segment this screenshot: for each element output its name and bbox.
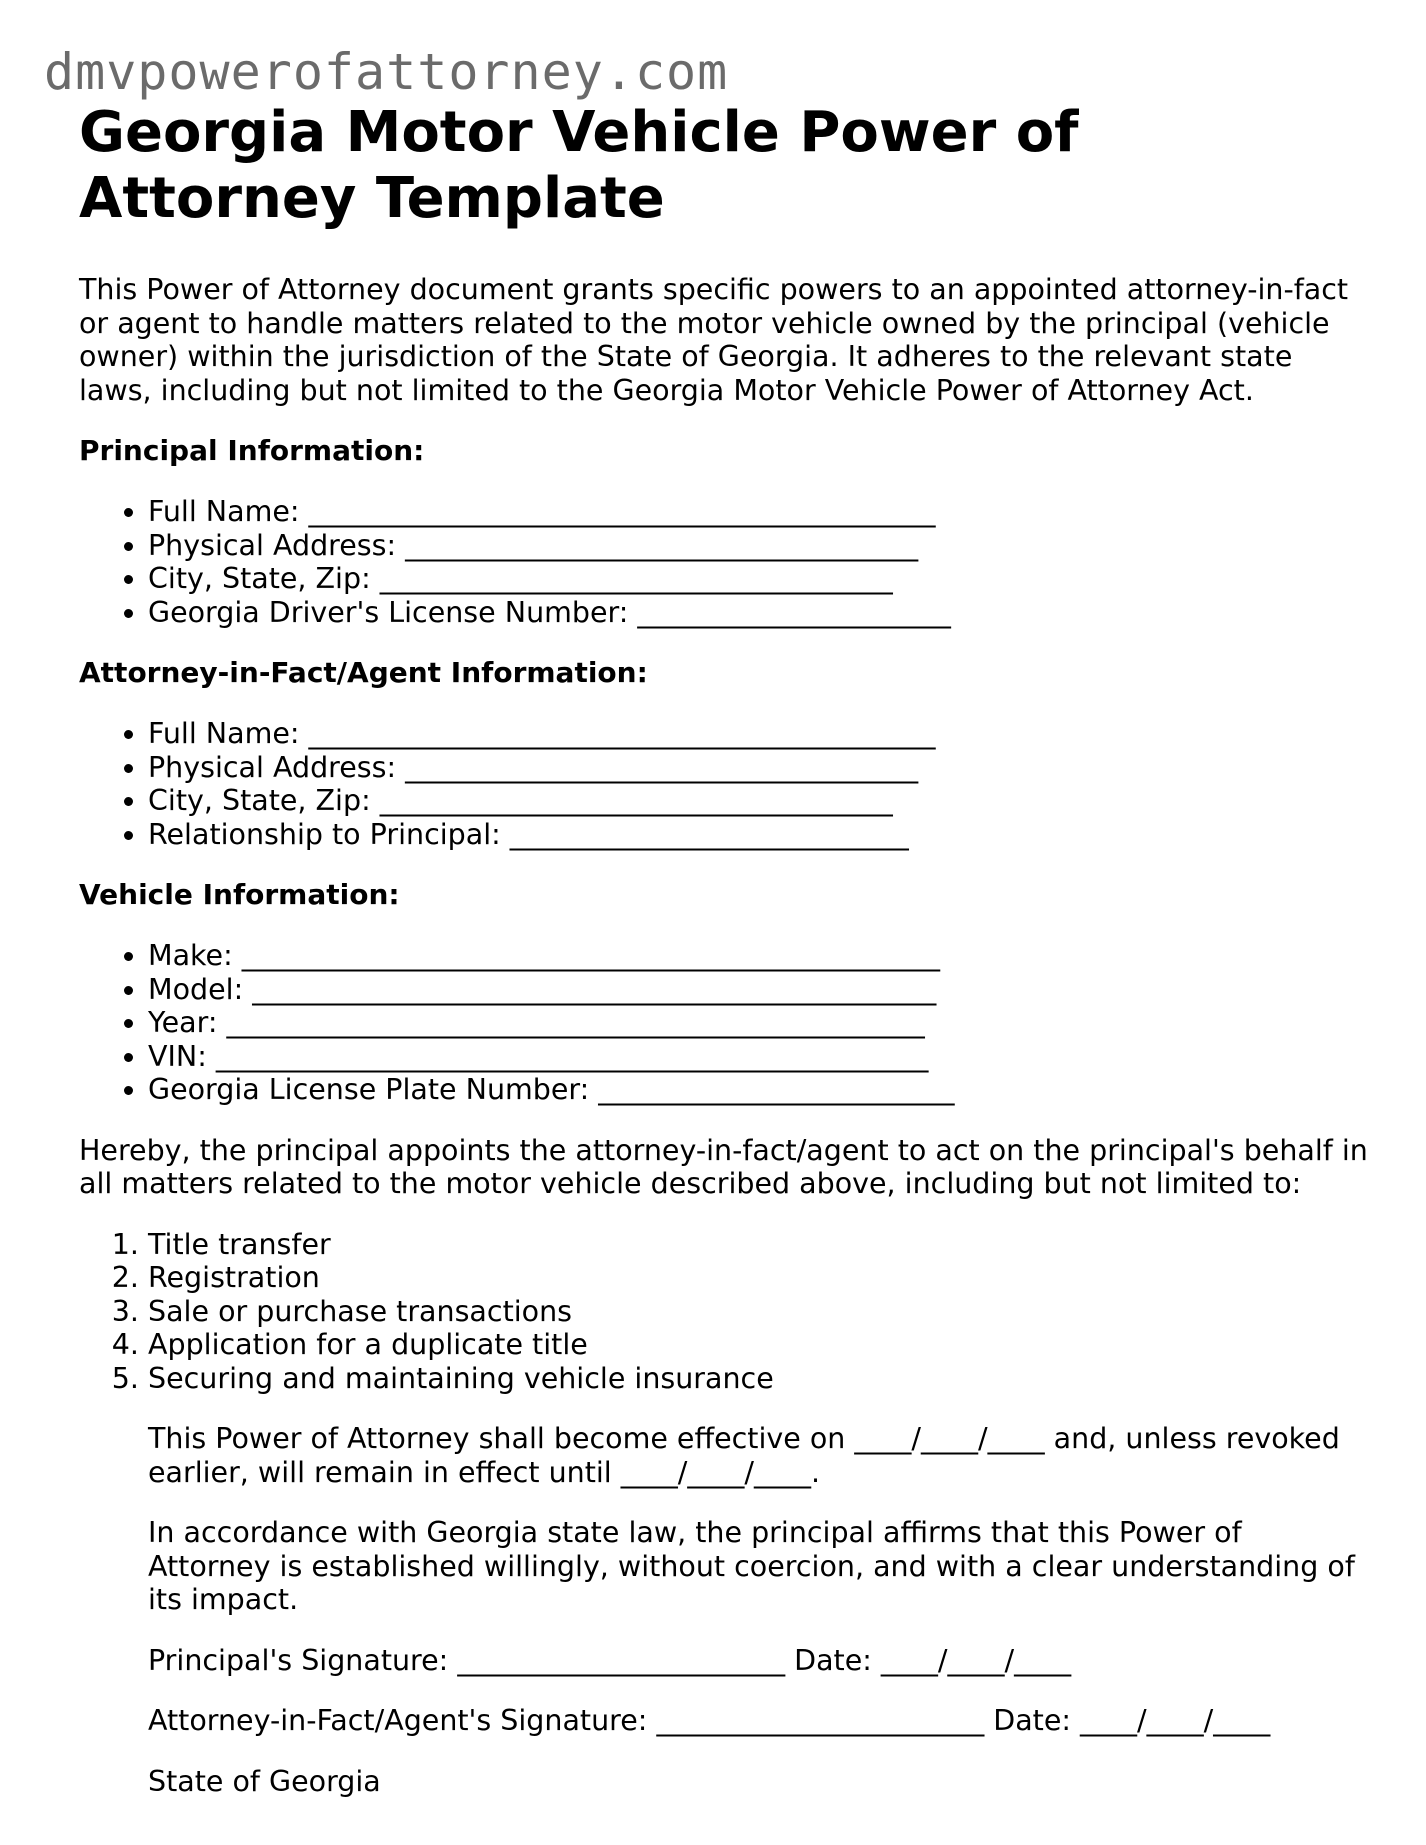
appointment-paragraph: Hereby, the principal appoints the attorney-in-fact/agent to act on the principal's behalf in all matters related to the motor vehicle described above, including but not limited to:: [79, 1133, 1368, 1200]
agent-full-name-field: • Full Name: ____________________________________________: [148, 717, 1369, 751]
agent-relationship-field: • Relationship to Principal: ____________________________: [148, 818, 1369, 852]
principal-license-field: • Georgia Driver's License Number: ______________________: [148, 596, 1369, 630]
power-item: 4. Application for a duplicate title: [148, 1328, 1369, 1362]
vehicle-field-list: [79, 939, 1369, 1107]
vehicle-vin-field: • VIN: __________________________________________________: [148, 1040, 1369, 1074]
state-line: State of Georgia: [148, 1764, 381, 1798]
affirmation-paragraph: In accordance with Georgia state law, the principal affirms that this Power of Attorney is established willingly, without coercion, and with a clear understanding of its impact.: [148, 1516, 1355, 1616]
agent-city-state-zip-field: • City, State, Zip: ____________________________________: [148, 784, 1369, 818]
power-item: 3. Sale or purchase transactions: [148, 1295, 1369, 1329]
principal-city-state-zip-field: • City, State, Zip: ____________________________________: [148, 562, 1369, 596]
intro-paragraph: This Power of Attorney document grants specific powers to an appointed attorney-in-fact or agent to handle matters related to the motor vehicle owned by the principal (vehicle owner) within the jurisdiction of the State of Georgia. It adheres to the relevant state laws, including but not limited to the Georgia Motor Vehicle Power of Attorney Act.: [79, 273, 1349, 407]
agent-signature-line: Attorney-in-Fact/Agent's Signature: _______________________ Date: ____/____/____: [148, 1704, 1271, 1737]
powers-list: [79, 1228, 1369, 1396]
principal-heading: Principal Information:: [79, 434, 425, 467]
power-item: 5. Securing and maintaining vehicle insurance: [148, 1362, 1369, 1396]
site-watermark: dmvpowerofattorney.com: [44, 43, 729, 101]
document-title: Georgia Motor Vehicle Power of Attorney Template: [79, 100, 1079, 231]
power-item: 2. Registration: [148, 1261, 1369, 1295]
agent-address-field: • Physical Address: ____________________________________: [148, 751, 1369, 785]
principal-address-field: • Physical Address: ____________________________________: [148, 529, 1369, 563]
vehicle-year-field: • Year: _________________________________________________: [148, 1006, 1369, 1040]
vehicle-make-field: • Make: _________________________________________________: [148, 939, 1369, 973]
agent-field-list: [79, 717, 1369, 851]
principal-field-list: [79, 495, 1369, 629]
principal-signature-line: Principal's Signature: _______________________ Date: ____/____/____: [148, 1643, 1072, 1677]
closing-section: [79, 1422, 1369, 1798]
document-body: [79, 100, 1369, 1825]
vehicle-heading: Vehicle Information:: [79, 878, 400, 911]
principal-full-name-field: • Full Name: ____________________________________________: [148, 495, 1369, 529]
effective-dates-paragraph: This Power of Attorney shall become effective on ____/____/____ and, unless revoked earlier, will remain in effect until ____/____/____.: [148, 1422, 1340, 1489]
vehicle-plate-field: • Georgia License Plate Number: _________________________: [148, 1073, 1369, 1107]
vehicle-model-field: • Model: ________________________________________________: [148, 973, 1369, 1007]
power-item: 1. Title transfer: [148, 1228, 1369, 1262]
agent-heading: Attorney-in-Fact/Agent Information:: [79, 656, 648, 689]
